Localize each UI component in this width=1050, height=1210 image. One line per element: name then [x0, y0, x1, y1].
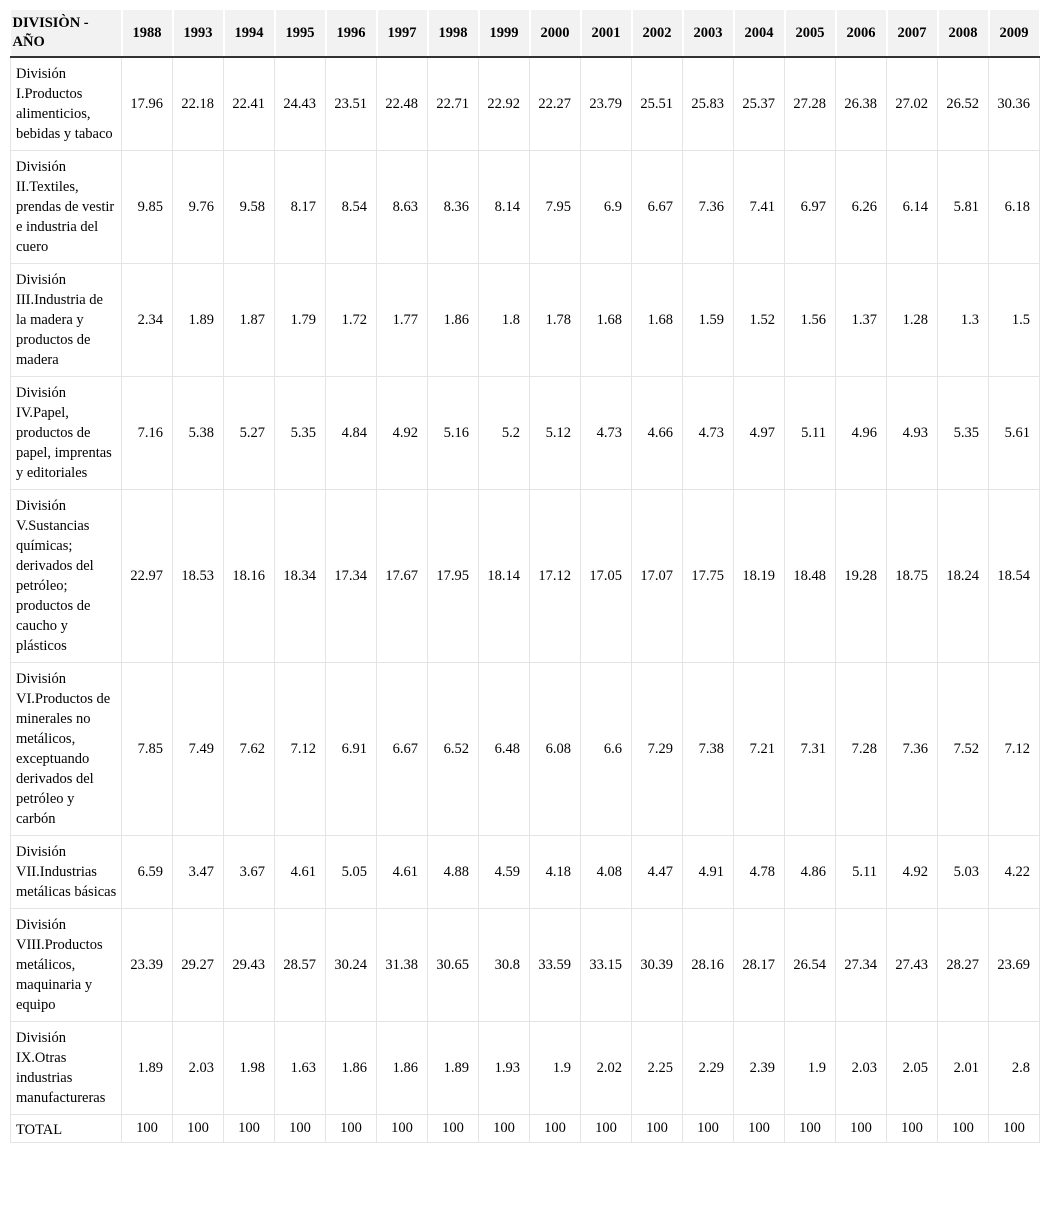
- value-cell: 4.59: [479, 836, 530, 909]
- value-cell: 7.49: [173, 663, 224, 836]
- value-cell: 100: [785, 1115, 836, 1143]
- value-cell: 4.61: [377, 836, 428, 909]
- value-cell: 4.18: [530, 836, 581, 909]
- value-cell: 29.27: [173, 909, 224, 1022]
- value-cell: 18.54: [989, 490, 1040, 663]
- value-cell: 6.48: [479, 663, 530, 836]
- year-header: 1995: [275, 10, 326, 57]
- value-cell: 3.47: [173, 836, 224, 909]
- value-cell: 18.16: [224, 490, 275, 663]
- value-cell: 28.57: [275, 909, 326, 1022]
- value-cell: 17.96: [122, 57, 173, 151]
- row-label: División III.Industria de la madera y productos de madera: [11, 264, 122, 377]
- value-cell: 7.36: [887, 663, 938, 836]
- year-header: 1994: [224, 10, 275, 57]
- value-cell: 1.68: [581, 264, 632, 377]
- value-cell: 5.11: [836, 836, 887, 909]
- value-cell: 18.34: [275, 490, 326, 663]
- year-header: 2006: [836, 10, 887, 57]
- value-cell: 33.59: [530, 909, 581, 1022]
- table-row: [11, 264, 1040, 377]
- value-cell: 4.22: [989, 836, 1040, 909]
- value-cell: 3.67: [224, 836, 275, 909]
- value-cell: 4.86: [785, 836, 836, 909]
- row-label: División VI.Productos de minerales no metálicos, exceptuando derivados del petróleo y carbón: [11, 663, 122, 836]
- year-header: 2008: [938, 10, 989, 57]
- value-cell: 4.96: [836, 377, 887, 490]
- row-label: División IX.Otras industrias manufactureras: [11, 1022, 122, 1115]
- table-row: [11, 57, 1040, 151]
- year-header: 2001: [581, 10, 632, 57]
- value-cell: 1.86: [428, 264, 479, 377]
- value-cell: 23.51: [326, 57, 377, 151]
- value-cell: 4.93: [887, 377, 938, 490]
- value-cell: 6.9: [581, 151, 632, 264]
- year-header: 2002: [632, 10, 683, 57]
- table-row: [11, 490, 1040, 663]
- value-cell: 1.5: [989, 264, 1040, 377]
- value-cell: 7.85: [122, 663, 173, 836]
- data-table-container: [10, 10, 1040, 1200]
- value-cell: 23.39: [122, 909, 173, 1022]
- value-cell: 1.86: [377, 1022, 428, 1115]
- table-row: [11, 377, 1040, 490]
- value-cell: 1.72: [326, 264, 377, 377]
- value-cell: 2.25: [632, 1022, 683, 1115]
- value-cell: 100: [275, 1115, 326, 1143]
- table-row: [11, 151, 1040, 264]
- value-cell: 6.97: [785, 151, 836, 264]
- value-cell: 1.56: [785, 264, 836, 377]
- value-cell: 100: [173, 1115, 224, 1143]
- value-cell: 31.38: [377, 909, 428, 1022]
- value-cell: 6.6: [581, 663, 632, 836]
- value-cell: 4.73: [581, 377, 632, 490]
- value-cell: 2.01: [938, 1022, 989, 1115]
- value-cell: 8.54: [326, 151, 377, 264]
- value-cell: 4.97: [734, 377, 785, 490]
- value-cell: 22.48: [377, 57, 428, 151]
- value-cell: 5.16: [428, 377, 479, 490]
- value-cell: 25.83: [683, 57, 734, 151]
- value-cell: 8.17: [275, 151, 326, 264]
- value-cell: 28.27: [938, 909, 989, 1022]
- value-cell: 17.95: [428, 490, 479, 663]
- table-row: [11, 836, 1040, 909]
- value-cell: 1.78: [530, 264, 581, 377]
- value-cell: 1.63: [275, 1022, 326, 1115]
- value-cell: 100: [632, 1115, 683, 1143]
- value-cell: 1.68: [632, 264, 683, 377]
- value-cell: 4.47: [632, 836, 683, 909]
- value-cell: 7.36: [683, 151, 734, 264]
- value-cell: 30.8: [479, 909, 530, 1022]
- value-cell: 8.14: [479, 151, 530, 264]
- value-cell: 2.05: [887, 1022, 938, 1115]
- value-cell: 30.39: [632, 909, 683, 1022]
- value-cell: 18.53: [173, 490, 224, 663]
- value-cell: 8.36: [428, 151, 479, 264]
- value-cell: 2.02: [581, 1022, 632, 1115]
- row-label: División II.Textiles, prendas de vestir e industria del cuero: [11, 151, 122, 264]
- year-header: 1997: [377, 10, 428, 57]
- row-label: División I.Productos alimenticios, bebidas y tabaco: [11, 57, 122, 151]
- value-cell: 7.29: [632, 663, 683, 836]
- value-cell: 7.38: [683, 663, 734, 836]
- value-cell: 100: [938, 1115, 989, 1143]
- value-cell: 22.41: [224, 57, 275, 151]
- value-cell: 7.12: [989, 663, 1040, 836]
- value-cell: 1.93: [479, 1022, 530, 1115]
- value-cell: 6.26: [836, 151, 887, 264]
- value-cell: 29.43: [224, 909, 275, 1022]
- value-cell: 1.9: [530, 1022, 581, 1115]
- value-cell: 6.08: [530, 663, 581, 836]
- row-label: División V.Sustancias químicas; derivados del petróleo; productos de caucho y plásticos: [11, 490, 122, 663]
- value-cell: 2.03: [836, 1022, 887, 1115]
- header-row: [11, 10, 1040, 57]
- value-cell: 4.78: [734, 836, 785, 909]
- value-cell: 100: [326, 1115, 377, 1143]
- value-cell: 26.38: [836, 57, 887, 151]
- value-cell: 4.61: [275, 836, 326, 909]
- value-cell: 7.95: [530, 151, 581, 264]
- value-cell: 7.12: [275, 663, 326, 836]
- year-header: 2005: [785, 10, 836, 57]
- value-cell: 4.91: [683, 836, 734, 909]
- value-cell: 2.29: [683, 1022, 734, 1115]
- value-cell: 30.24: [326, 909, 377, 1022]
- value-cell: 100: [428, 1115, 479, 1143]
- value-cell: 100: [377, 1115, 428, 1143]
- value-cell: 5.03: [938, 836, 989, 909]
- value-cell: 8.63: [377, 151, 428, 264]
- value-cell: 5.2: [479, 377, 530, 490]
- year-header: 1999: [479, 10, 530, 57]
- value-cell: 6.91: [326, 663, 377, 836]
- value-cell: 100: [989, 1115, 1040, 1143]
- value-cell: 28.16: [683, 909, 734, 1022]
- year-header: 2004: [734, 10, 785, 57]
- year-header: 2009: [989, 10, 1040, 57]
- table-row: [11, 1022, 1040, 1115]
- value-cell: 1.3: [938, 264, 989, 377]
- value-cell: 23.79: [581, 57, 632, 151]
- year-header: 1998: [428, 10, 479, 57]
- row-label: División VII.Industrias metálicas básicas: [11, 836, 122, 909]
- value-cell: 4.88: [428, 836, 479, 909]
- table-row: [11, 663, 1040, 836]
- year-header: 1988: [122, 10, 173, 57]
- table-row: [11, 1115, 1040, 1143]
- value-cell: 25.37: [734, 57, 785, 151]
- value-cell: 26.54: [785, 909, 836, 1022]
- value-cell: 17.07: [632, 490, 683, 663]
- value-cell: 7.41: [734, 151, 785, 264]
- value-cell: 9.76: [173, 151, 224, 264]
- value-cell: 5.35: [275, 377, 326, 490]
- value-cell: 30.36: [989, 57, 1040, 151]
- value-cell: 27.02: [887, 57, 938, 151]
- row-label: División IV.Papel, productos de papel, imprentas y editoriales: [11, 377, 122, 490]
- value-cell: 5.27: [224, 377, 275, 490]
- value-cell: 4.73: [683, 377, 734, 490]
- value-cell: 17.34: [326, 490, 377, 663]
- value-cell: 2.03: [173, 1022, 224, 1115]
- value-cell: 33.15: [581, 909, 632, 1022]
- value-cell: 5.11: [785, 377, 836, 490]
- value-cell: 30.65: [428, 909, 479, 1022]
- value-cell: 6.18: [989, 151, 1040, 264]
- value-cell: 28.17: [734, 909, 785, 1022]
- value-cell: 5.35: [938, 377, 989, 490]
- value-cell: 1.79: [275, 264, 326, 377]
- year-header: 1996: [326, 10, 377, 57]
- value-cell: 1.86: [326, 1022, 377, 1115]
- value-cell: 2.34: [122, 264, 173, 377]
- value-cell: 100: [581, 1115, 632, 1143]
- value-cell: 22.27: [530, 57, 581, 151]
- value-cell: 7.52: [938, 663, 989, 836]
- value-cell: 6.67: [377, 663, 428, 836]
- value-cell: 1.89: [428, 1022, 479, 1115]
- year-header: 2000: [530, 10, 581, 57]
- value-cell: 9.85: [122, 151, 173, 264]
- value-cell: 100: [479, 1115, 530, 1143]
- value-cell: 4.84: [326, 377, 377, 490]
- value-cell: 25.51: [632, 57, 683, 151]
- value-cell: 26.52: [938, 57, 989, 151]
- value-cell: 100: [734, 1115, 785, 1143]
- value-cell: 6.67: [632, 151, 683, 264]
- value-cell: 18.19: [734, 490, 785, 663]
- value-cell: 27.28: [785, 57, 836, 151]
- value-cell: 17.75: [683, 490, 734, 663]
- value-cell: 18.14: [479, 490, 530, 663]
- value-cell: 5.81: [938, 151, 989, 264]
- year-header: 1993: [173, 10, 224, 57]
- value-cell: 2.8: [989, 1022, 1040, 1115]
- year-header: 2007: [887, 10, 938, 57]
- value-cell: 6.14: [887, 151, 938, 264]
- value-cell: 100: [122, 1115, 173, 1143]
- value-cell: 1.89: [122, 1022, 173, 1115]
- value-cell: 23.69: [989, 909, 1040, 1022]
- value-cell: 5.38: [173, 377, 224, 490]
- row-label: División VIII.Productos metálicos, maquinaria y equipo: [11, 909, 122, 1022]
- division-year-table: [10, 10, 1040, 1143]
- value-cell: 1.77: [377, 264, 428, 377]
- value-cell: 19.28: [836, 490, 887, 663]
- value-cell: 6.52: [428, 663, 479, 836]
- value-cell: 1.59: [683, 264, 734, 377]
- value-cell: 17.05: [581, 490, 632, 663]
- value-cell: 27.34: [836, 909, 887, 1022]
- value-cell: 100: [683, 1115, 734, 1143]
- value-cell: 1.28: [887, 264, 938, 377]
- value-cell: 22.97: [122, 490, 173, 663]
- value-cell: 22.92: [479, 57, 530, 151]
- row-label: TOTAL: [11, 1115, 122, 1143]
- value-cell: 7.16: [122, 377, 173, 490]
- value-cell: 4.08: [581, 836, 632, 909]
- value-cell: 7.62: [224, 663, 275, 836]
- value-cell: 1.8: [479, 264, 530, 377]
- value-cell: 2.39: [734, 1022, 785, 1115]
- table-body: [11, 57, 1040, 1143]
- value-cell: 100: [836, 1115, 887, 1143]
- value-cell: 22.18: [173, 57, 224, 151]
- value-cell: 24.43: [275, 57, 326, 151]
- value-cell: 18.75: [887, 490, 938, 663]
- value-cell: 100: [887, 1115, 938, 1143]
- value-cell: 4.66: [632, 377, 683, 490]
- value-cell: 1.37: [836, 264, 887, 377]
- value-cell: 4.92: [887, 836, 938, 909]
- value-cell: 1.98: [224, 1022, 275, 1115]
- value-cell: 7.31: [785, 663, 836, 836]
- value-cell: 18.24: [938, 490, 989, 663]
- year-header: 2003: [683, 10, 734, 57]
- value-cell: 9.58: [224, 151, 275, 264]
- value-cell: 5.61: [989, 377, 1040, 490]
- value-cell: 7.21: [734, 663, 785, 836]
- table-row: [11, 909, 1040, 1022]
- value-cell: 5.12: [530, 377, 581, 490]
- value-cell: 1.87: [224, 264, 275, 377]
- value-cell: 100: [224, 1115, 275, 1143]
- value-cell: 22.71: [428, 57, 479, 151]
- value-cell: 27.43: [887, 909, 938, 1022]
- value-cell: 17.67: [377, 490, 428, 663]
- value-cell: 100: [530, 1115, 581, 1143]
- value-cell: 18.48: [785, 490, 836, 663]
- value-cell: 1.52: [734, 264, 785, 377]
- value-cell: 5.05: [326, 836, 377, 909]
- table-header: [11, 10, 1040, 57]
- value-cell: 17.12: [530, 490, 581, 663]
- value-cell: 1.9: [785, 1022, 836, 1115]
- value-cell: 4.92: [377, 377, 428, 490]
- value-cell: 1.89: [173, 264, 224, 377]
- corner-header: DIVISIÒN - AÑO: [11, 10, 122, 57]
- value-cell: 6.59: [122, 836, 173, 909]
- value-cell: 7.28: [836, 663, 887, 836]
